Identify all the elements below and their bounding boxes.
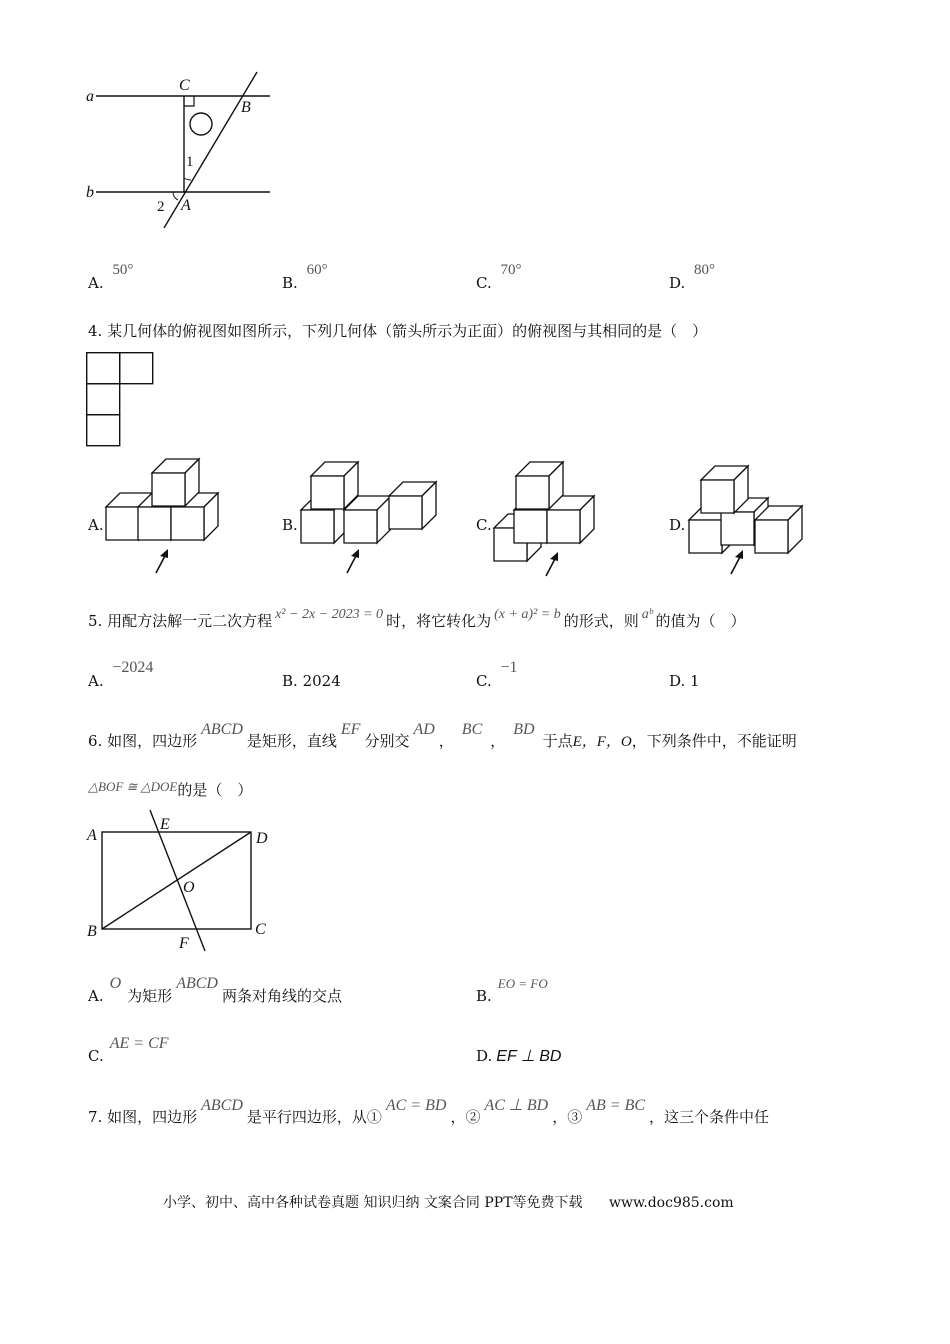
q5-stem <box>88 607 746 632</box>
q6-option-c <box>88 1035 169 1066</box>
q5-stem-part4: 的值为（ ） <box>655 612 746 630</box>
q3-option-b-letter: B. <box>282 274 298 292</box>
q3-option-c-value: 70° <box>500 262 522 278</box>
q6-option-b-math: EO = FO <box>497 976 548 991</box>
q3-option-a <box>88 262 134 293</box>
q5-option-b-letter: B. <box>282 672 298 690</box>
q3-label-C: C <box>179 77 190 94</box>
q5-stem-part2: 时，将它转化为 <box>386 612 492 630</box>
q6-stem-part6: 的是（ ） <box>177 781 253 799</box>
q5-option-c-value: −1 <box>500 659 518 676</box>
q6-option-a-text2: 两条对角线的交点 <box>221 987 342 1005</box>
q5-option-b <box>282 672 341 690</box>
footer-url[interactable]: www.doc985.com <box>608 1195 734 1211</box>
q7-stem-part2: 是平行四边形，从① <box>246 1108 382 1126</box>
q3-label-A: A <box>181 197 191 214</box>
q4-option-a-figure <box>100 455 250 580</box>
q6-label-O: O <box>183 879 195 896</box>
q6-stem-line1 <box>88 721 797 751</box>
q4-a-cube-top <box>152 459 199 506</box>
q3-label-1: 1 <box>186 154 194 170</box>
q6-option-b <box>476 976 548 1006</box>
q4-b-cube-top <box>311 462 358 509</box>
q4-top-view <box>86 352 156 448</box>
q4-stem: 4. 某几何体的俯视图如图所示，下列几何体（箭头所示为正面）的俯视图与其相同的是（ ） <box>88 322 708 340</box>
q5-option-c <box>476 659 518 691</box>
q5-option-a-value: −2024 <box>112 659 154 676</box>
q6-label-D: D <box>256 830 268 847</box>
q6-option-a-letter: A. <box>88 987 104 1005</box>
q5-option-c-letter: C. <box>476 672 492 690</box>
q6-stem-part3: 分别交 <box>364 732 410 750</box>
q3-option-d-letter: D. <box>669 274 686 292</box>
q6-stem-part2: 是矩形，直线 <box>246 732 337 750</box>
q6-sep-1: ， <box>438 732 454 750</box>
q6-math-bd: BD <box>513 721 535 738</box>
q3-figure <box>80 70 280 230</box>
q4-option-d-label: D. <box>669 516 686 534</box>
q6-label-B: B <box>87 923 97 940</box>
q4-option-b-label: B. <box>282 516 298 534</box>
q5-option-d-value: 1 <box>690 672 700 690</box>
q6-option-d-math: EF ⊥ BD <box>496 1048 562 1065</box>
q6-label-C: C <box>255 921 266 938</box>
q4-b-arrow <box>347 549 359 573</box>
q4-option-c-label: C. <box>476 516 492 534</box>
q5-option-a <box>88 659 154 691</box>
q4-a-arrow <box>156 549 168 573</box>
q3-option-b-value: 60° <box>306 262 328 278</box>
q7-stem-part3: ，这三个条件中任 <box>649 1108 770 1126</box>
q6-math-abcd: ABCD <box>201 721 243 738</box>
q3-option-c-letter: C. <box>476 274 492 292</box>
footer <box>163 1192 734 1212</box>
q5-form: (x + a)² = b <box>494 607 561 622</box>
q6-stem-part4: 于点 <box>542 732 573 750</box>
q6-math-ef: EF <box>340 721 361 738</box>
q6-stem-line2 <box>88 781 252 800</box>
q6-stem-points: E，F，O <box>572 734 632 750</box>
footer-text: 小学、初中、高中各种试卷真题 知识归纳 文案合同 PPT等免费下载 <box>163 1195 583 1211</box>
q3-label-b: b <box>86 184 94 201</box>
q6-option-d <box>476 1047 561 1066</box>
q7-condition-1: AC = BD <box>385 1097 447 1114</box>
q6-stem-part5: ，下列条件中，不能证明 <box>631 732 797 750</box>
q7-sep-1: ，② <box>450 1108 481 1126</box>
q4-d-cube-right <box>755 506 802 553</box>
q3-label-B: B <box>241 99 251 116</box>
q3-option-a-letter: A. <box>88 274 104 292</box>
q6-option-a <box>88 975 342 1006</box>
q6-figure <box>84 808 284 958</box>
q3-label-2: 2 <box>157 199 165 215</box>
q6-label-F: F <box>179 935 189 952</box>
q6-option-c-letter: C. <box>88 1047 104 1065</box>
q5-equation: x² − 2x − 2023 = 0 <box>275 607 384 622</box>
q5-option-b-value: 2024 <box>302 672 341 690</box>
q7-stem-part1: 7. 如图，四边形 <box>88 1108 198 1126</box>
q6-option-a-math-abcd: ABCD <box>176 975 218 992</box>
q6-label-E: E <box>160 816 170 833</box>
q4-c-arrow <box>546 552 558 576</box>
q4-option-d-figure <box>683 460 833 585</box>
q3-option-b <box>282 262 328 293</box>
q6-label-A: A <box>87 827 97 844</box>
q4-option-b-figure <box>295 458 445 583</box>
q6-option-d-letter: D. <box>476 1047 493 1065</box>
q4-d-cube-top <box>701 466 748 513</box>
q6-option-c-math: AE = CF <box>109 1035 169 1052</box>
q7-math-abcd: ABCD <box>201 1097 243 1114</box>
q6-option-a-math-o: O <box>109 975 122 992</box>
q7-condition-3: AB = BC <box>586 1097 646 1114</box>
q4-option-a-label: A. <box>88 516 104 534</box>
q4-d-arrow <box>731 550 743 574</box>
q5-option-d-letter: D. <box>669 672 686 690</box>
q4-c-cube-top <box>516 462 563 509</box>
q6-option-a-text1: 为矩形 <box>127 987 173 1005</box>
q6-math-bc: BC <box>461 721 483 738</box>
q4-b-cube-middle <box>344 496 391 543</box>
q3-option-d <box>669 262 716 293</box>
q4-option-c-figure <box>488 458 638 583</box>
q4-b-cube-back-right <box>389 482 436 529</box>
q7-stem <box>88 1097 770 1127</box>
q6-option-b-letter: B. <box>476 987 492 1005</box>
q7-sep-2: ，③ <box>552 1108 583 1126</box>
q5-option-d <box>669 672 700 690</box>
q5-power: aᵇ <box>641 607 653 622</box>
q5-stem-part1: 5. 用配方法解一元二次方程 <box>88 612 273 630</box>
q3-option-d-value: 80° <box>694 262 716 278</box>
q6-math-ad: AD <box>413 721 435 738</box>
q3-option-c <box>476 262 522 293</box>
q7-condition-2: AC ⊥ BD <box>484 1097 549 1114</box>
q5-option-a-letter: A. <box>88 672 104 690</box>
q6-sep-2: ， <box>490 732 506 750</box>
q5-stem-part3: 的形式，则 <box>563 612 639 630</box>
q6-math-congruence: △BOF ≅ △DOE <box>88 779 178 794</box>
q6-stem-part1: 6. 如图，四边形 <box>88 732 198 750</box>
q3-label-a: a <box>86 88 94 105</box>
q3-option-a-value: 50° <box>112 262 134 278</box>
